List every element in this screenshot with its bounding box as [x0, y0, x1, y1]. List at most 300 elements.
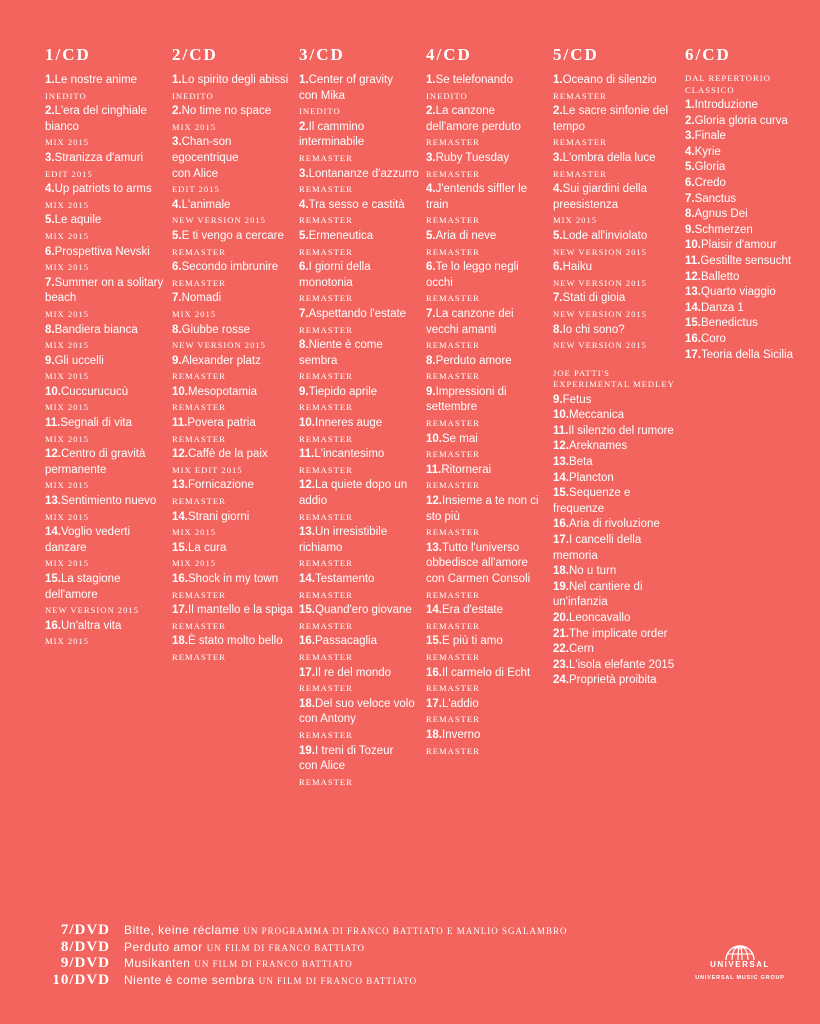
track-tag: REMASTER — [299, 402, 353, 413]
track-featuring: con Alice — [299, 760, 346, 773]
track-title: Te lo leggo negli occhi — [426, 261, 519, 289]
dvd-list — [30, 922, 568, 988]
track-number: 17. — [685, 348, 701, 361]
track-tag: REMASTER — [172, 620, 226, 631]
track-number: 4. — [299, 198, 309, 211]
cd-heading: 1/CD — [45, 45, 91, 64]
dvd-number: 7/DVD — [60, 922, 110, 938]
track-item — [45, 572, 167, 619]
track-title: Inneres auge — [315, 417, 383, 430]
track-number: 6. — [172, 261, 182, 274]
dvd-number: 8/DVD — [60, 938, 110, 955]
track-item — [553, 424, 675, 440]
track-item — [172, 541, 294, 572]
cd-column-1 — [45, 45, 167, 650]
track-item — [426, 73, 548, 104]
track-number: 18. — [299, 697, 315, 710]
track-tag: REMASTER — [172, 496, 226, 507]
track-title: Lontananze d'azzurro — [308, 167, 419, 180]
track-title: Sequenze e frequenze — [553, 487, 631, 515]
track-tag: MIX EDIT 2015 — [172, 464, 243, 475]
track-number: 1. — [45, 74, 55, 86]
track-tag: REMASTER — [172, 277, 226, 288]
track-tag: REMASTER — [299, 729, 353, 740]
dvd-description: UN FILM DI FRANCO BATTIATO — [206, 942, 366, 953]
track-item — [426, 666, 548, 697]
track-number: 22. — [553, 643, 569, 656]
track-item — [172, 510, 294, 541]
track-number: 16. — [426, 666, 442, 679]
track-tag: MIX 2015 — [45, 340, 90, 351]
track-number: 17. — [426, 697, 442, 710]
track-item — [45, 323, 167, 354]
track-tag: MIX 2015 — [45, 433, 90, 444]
track-title: Povera patria — [187, 417, 256, 430]
track-item — [426, 104, 548, 151]
track-title: Plaisir d'amour — [701, 239, 777, 252]
track-title: Sui giardini della preesistenza — [553, 183, 647, 211]
dvd-title: Perduto amor — [124, 939, 203, 954]
logo-subtitle: UNIVERSAL MUSIC GROUP — [695, 975, 785, 981]
track-number: 13. — [172, 479, 188, 492]
cd-heading: 4/CD — [426, 45, 472, 64]
track-item — [553, 151, 675, 182]
track-number: 18. — [426, 728, 442, 741]
cd-column-4 — [426, 45, 548, 759]
track-item — [172, 229, 294, 260]
track-item — [299, 697, 421, 744]
track-item — [45, 354, 167, 385]
track-item — [172, 572, 294, 603]
track-tag: REMASTER — [299, 215, 353, 226]
track-title: Introduzione — [694, 99, 758, 111]
track-title: Il mantello e la spiga — [188, 604, 293, 617]
track-item — [426, 634, 548, 665]
track-number: 14. — [553, 471, 569, 484]
track-title: Ermeneutica — [308, 229, 374, 242]
track-tag: REMASTER — [426, 293, 480, 304]
track-tag: REMASTER — [553, 90, 607, 101]
track-number: 7. — [553, 292, 563, 305]
track-number: 14. — [685, 301, 701, 314]
track-tag: INEDITO — [172, 90, 214, 101]
track-number: 11. — [426, 463, 442, 476]
track-item — [45, 182, 167, 213]
track-number: 11. — [45, 417, 61, 430]
track-item — [553, 471, 675, 487]
track-item — [553, 533, 675, 564]
track-item — [299, 525, 421, 572]
track-item — [45, 525, 167, 572]
track-item — [299, 744, 421, 791]
track-tag: REMASTER — [426, 215, 480, 226]
track-number: 5. — [553, 229, 563, 242]
track-item — [685, 129, 807, 145]
track-title: Aria di rivoluzione — [569, 518, 660, 531]
track-featuring: con Carmen Consoli — [426, 573, 531, 585]
track-item — [172, 416, 294, 447]
track-title: Alexander platz — [181, 354, 261, 367]
cd-column-2 — [172, 45, 294, 666]
track-title: Quand'ero giovane — [315, 604, 412, 617]
track-item — [553, 291, 675, 322]
track-number: 12. — [45, 448, 61, 461]
track-number: 8. — [426, 354, 436, 367]
track-number: 10. — [45, 385, 61, 398]
track-title: Nomadi — [181, 292, 222, 305]
track-tag: REMASTER — [299, 152, 353, 163]
track-number: 16. — [685, 332, 701, 345]
track-tag: REMASTER — [299, 293, 353, 304]
dvd-description: UN FILM DI FRANCO BATTIATO — [258, 975, 418, 986]
track-title: Lode all'inviolato — [562, 229, 648, 242]
track-number: 14. — [45, 526, 61, 539]
dvd-title: Niente è come sembra — [124, 972, 255, 987]
track-number: 8. — [685, 208, 695, 221]
track-title: Del suo veloce volo — [315, 697, 415, 710]
track-tag: REMASTER — [426, 589, 480, 600]
track-number: 3. — [553, 151, 563, 164]
track-tag: MIX 2015 — [172, 527, 217, 538]
track-item — [685, 145, 807, 161]
track-item — [172, 603, 294, 634]
track-item — [685, 301, 807, 317]
cd-column-5 — [553, 45, 675, 689]
dvd-row — [30, 972, 568, 989]
track-item — [685, 332, 807, 348]
track-item — [172, 198, 294, 229]
track-item — [299, 572, 421, 603]
track-tag: REMASTER — [426, 449, 480, 460]
track-title: I treni di Tozeur — [315, 744, 394, 757]
track-title: Le nostre anime — [54, 74, 138, 86]
track-tag: REMASTER — [299, 246, 353, 257]
track-tag: MIX 2015 — [45, 137, 90, 148]
track-item — [299, 260, 421, 307]
track-tag: MIX 2015 — [172, 308, 217, 319]
track-title: Center of gravity — [308, 74, 393, 86]
track-title: Gestillte sensucht — [700, 254, 792, 267]
track-title: Coro — [701, 332, 726, 345]
track-number: 2. — [172, 105, 182, 118]
track-number: 14. — [172, 510, 188, 523]
track-number: 3. — [685, 130, 695, 143]
track-title: Inverno — [442, 728, 481, 741]
track-item — [426, 603, 548, 634]
track-number: 16. — [553, 518, 569, 531]
track-title: Agnus Dei — [694, 208, 748, 221]
track-item — [426, 697, 548, 728]
track-item — [426, 260, 548, 307]
track-number: 12. — [685, 270, 701, 283]
track-item — [426, 728, 548, 759]
track-title: Tiepido aprile — [308, 385, 378, 398]
track-item — [45, 276, 167, 323]
track-title: Stati di gioia — [562, 292, 626, 305]
track-number: 11. — [685, 254, 701, 267]
track-title: Il cammino interminabile — [299, 120, 365, 149]
track-tag: REMASTER — [553, 168, 607, 179]
track-item — [172, 447, 294, 478]
track-tag: REMASTER — [172, 433, 226, 444]
track-number: 4. — [553, 183, 563, 196]
track-item — [553, 517, 675, 533]
track-tag: REMASTER — [426, 683, 480, 694]
track-tag: REMASTER — [426, 168, 480, 179]
track-tag: MIX 2015 — [45, 511, 90, 522]
track-number: 4. — [426, 183, 436, 196]
track-item — [553, 323, 675, 354]
track-number: 3. — [426, 151, 436, 164]
track-item — [553, 580, 675, 611]
track-title: Ritornerai — [441, 463, 492, 476]
track-number: 20. — [553, 612, 569, 624]
track-tag: REMASTER — [299, 651, 353, 662]
track-tag: REMASTER — [426, 620, 480, 631]
track-item — [299, 416, 421, 447]
track-title: Areknames — [569, 440, 628, 453]
track-item — [45, 619, 167, 650]
track-number: 12. — [172, 448, 188, 461]
track-title: No u turn — [569, 565, 617, 578]
track-title: Un'altra vita — [61, 619, 122, 632]
track-item — [426, 463, 548, 494]
track-item — [299, 167, 421, 198]
track-item — [45, 73, 167, 104]
track-title: Perduto amore — [435, 354, 512, 367]
track-title: Giubbe rosse — [181, 323, 250, 336]
track-number: 1. — [553, 74, 563, 86]
track-item — [299, 634, 421, 665]
track-number: 15. — [299, 604, 315, 617]
track-tag: REMASTER — [172, 589, 226, 600]
track-tag: INEDITO — [426, 90, 468, 101]
track-number: 18. — [553, 565, 569, 578]
track-item — [685, 348, 807, 364]
track-item — [299, 338, 421, 385]
track-number: 13. — [553, 456, 569, 469]
dvd-description: UN FILM DI FRANCO BATTIATO — [194, 959, 353, 969]
track-number: 2. — [426, 105, 436, 118]
track-number: 13. — [426, 541, 442, 554]
track-number: 1. — [172, 74, 182, 86]
track-tag: REMASTER — [299, 464, 353, 475]
track-item — [553, 260, 675, 291]
track-title: L'ombra della luce — [562, 151, 656, 164]
track-featuring: con Mika — [299, 89, 346, 102]
track-item — [45, 104, 167, 151]
track-tag: REMASTER — [299, 324, 353, 335]
track-number: 15. — [553, 487, 569, 500]
track-tag: REMASTER — [426, 340, 480, 351]
track-number: 17. — [299, 666, 315, 679]
track-item — [426, 151, 548, 182]
section-title: DAL REPERTORIO CLASSICO — [685, 73, 771, 95]
track-title: Teoria della Sicilia — [701, 348, 794, 361]
track-title: Passacaglia — [315, 635, 378, 648]
track-number: 4. — [45, 183, 55, 196]
track-item — [685, 316, 807, 332]
cd-heading: 5/CD — [553, 45, 599, 64]
cd-column-6 — [685, 45, 807, 363]
track-tag: MIX 2015 — [45, 480, 90, 491]
track-title: Le aquile — [54, 214, 102, 227]
track-number: 12. — [299, 479, 315, 492]
cd-heading: 3/CD — [299, 45, 345, 64]
track-number: 2. — [45, 105, 55, 118]
track-number: 8. — [172, 323, 182, 336]
track-number: 14. — [426, 604, 442, 617]
track-item — [553, 642, 675, 658]
track-item — [553, 229, 675, 260]
section-title: JOE PATTI'S EXPERIMENTAL MEDLEY — [553, 367, 675, 390]
track-title: Caffè de la paix — [188, 448, 268, 461]
track-item — [685, 238, 807, 254]
track-item — [685, 223, 807, 239]
track-title: Meccanica — [569, 409, 624, 422]
track-tag: REMASTER — [426, 527, 480, 538]
track-title: Il silenzio del rumore — [568, 424, 674, 437]
track-item — [172, 73, 294, 104]
track-title: Quarto viaggio — [701, 286, 776, 299]
track-title: La cura — [188, 541, 227, 554]
track-title: Chan-son egocentrique — [172, 136, 239, 164]
track-item — [172, 323, 294, 354]
track-number: 10. — [553, 409, 569, 422]
track-item — [426, 229, 548, 260]
track-title: Aria di neve — [435, 229, 497, 242]
track-number: 9. — [426, 385, 436, 398]
track-item — [172, 260, 294, 291]
track-title: E più ti amo — [442, 635, 503, 648]
track-title: Il re del mondo — [315, 666, 392, 679]
track-number: 15. — [426, 635, 442, 648]
track-item — [45, 151, 167, 182]
track-title: Secondo imbrunire — [181, 261, 279, 274]
track-title: Beta — [569, 456, 593, 469]
track-title: Ruby Tuesday — [435, 151, 510, 164]
track-item — [685, 207, 807, 223]
track-item — [553, 564, 675, 580]
track-title: Cern — [569, 643, 594, 656]
track-item — [553, 439, 675, 455]
track-tag: NEW VERSION 2015 — [172, 340, 266, 351]
track-number: 5. — [426, 229, 436, 242]
track-number: 8. — [299, 339, 309, 352]
track-title: The implicate order — [569, 627, 668, 640]
track-tag: REMASTER — [426, 371, 480, 382]
track-title: Aspettando l'estate — [308, 307, 407, 320]
track-tag: NEW VERSION 2015 — [172, 215, 266, 226]
track-item — [553, 393, 675, 409]
track-tag: REMASTER — [426, 480, 480, 491]
track-title: L'isola elefante 2015 — [569, 658, 675, 671]
track-item — [299, 666, 421, 697]
track-title: L'era del cinghiale bianco — [45, 105, 147, 133]
track-title: Sanctus — [694, 192, 737, 205]
track-tag: MIX 2015 — [45, 636, 90, 647]
track-number: 9. — [45, 354, 55, 367]
track-tag: MIX 2015 — [45, 262, 90, 273]
track-item — [553, 104, 675, 151]
track-item — [426, 354, 548, 385]
track-tag: REMASTER — [426, 745, 480, 756]
track-number: 24. — [553, 674, 569, 687]
track-item — [685, 160, 807, 176]
track-number: 17. — [553, 534, 569, 547]
track-number: 16. — [172, 573, 188, 585]
track-number: 10. — [299, 417, 315, 430]
track-title: Credo — [694, 176, 726, 189]
track-number: 8. — [553, 323, 563, 336]
track-number: 12. — [426, 495, 442, 508]
track-tag: INEDITO — [299, 106, 341, 117]
track-tag: REMASTER — [172, 651, 226, 662]
track-item — [426, 494, 548, 541]
track-number: 6. — [299, 261, 309, 274]
track-tag: EDIT 2015 — [172, 184, 220, 195]
track-title: I giorni della monotonia — [299, 261, 371, 289]
track-number: 7. — [45, 276, 55, 289]
track-item — [299, 198, 421, 229]
track-tag: MIX 2015 — [45, 402, 90, 413]
track-number: 1. — [685, 99, 695, 111]
track-title: Danza 1 — [701, 301, 744, 314]
track-item — [299, 229, 421, 260]
track-tag: MIX 2015 — [45, 230, 90, 241]
track-title: Balletto — [701, 270, 740, 283]
track-item — [299, 478, 421, 525]
track-number: 7. — [299, 307, 309, 320]
dvd-title: Bitte, keine réclame — [124, 923, 240, 937]
track-number: 4. — [172, 198, 182, 211]
track-tag: REMASTER — [299, 511, 353, 522]
track-item — [172, 354, 294, 385]
track-title: Sentimiento nuevo — [61, 495, 157, 508]
track-tag: MIX 2015 — [45, 308, 90, 319]
track-number: 7. — [172, 292, 182, 305]
track-title: Lo spirito degli abissi — [181, 74, 289, 86]
track-number: 9. — [685, 223, 695, 236]
track-title: Gloria — [694, 161, 726, 174]
track-number: 6. — [45, 245, 55, 258]
dvd-row — [30, 955, 568, 972]
track-tag: MIX 2015 — [172, 121, 217, 132]
track-title: La stagione dell'amore — [45, 573, 121, 601]
track-number: 17. — [172, 604, 188, 617]
track-item — [685, 176, 807, 192]
track-number: 5. — [685, 161, 695, 174]
track-tag: EDIT 2015 — [45, 168, 93, 179]
track-title: Benedictus — [701, 317, 758, 330]
track-item — [45, 385, 167, 416]
track-tag: REMASTER — [299, 776, 353, 787]
track-number: 7. — [426, 307, 436, 320]
track-item — [172, 135, 294, 197]
track-item — [685, 285, 807, 301]
track-item — [299, 603, 421, 634]
track-title: Strani giorni — [188, 510, 250, 523]
track-title: L'addio — [442, 697, 479, 710]
track-title: Insieme a te non ci sto più — [426, 495, 539, 523]
track-title: No time no space — [181, 105, 272, 118]
track-tag: REMASTER — [299, 620, 353, 631]
track-number: 5. — [45, 214, 55, 227]
track-item — [426, 307, 548, 354]
track-item — [426, 385, 548, 432]
track-item — [45, 416, 167, 447]
track-title: Plancton — [569, 471, 614, 484]
